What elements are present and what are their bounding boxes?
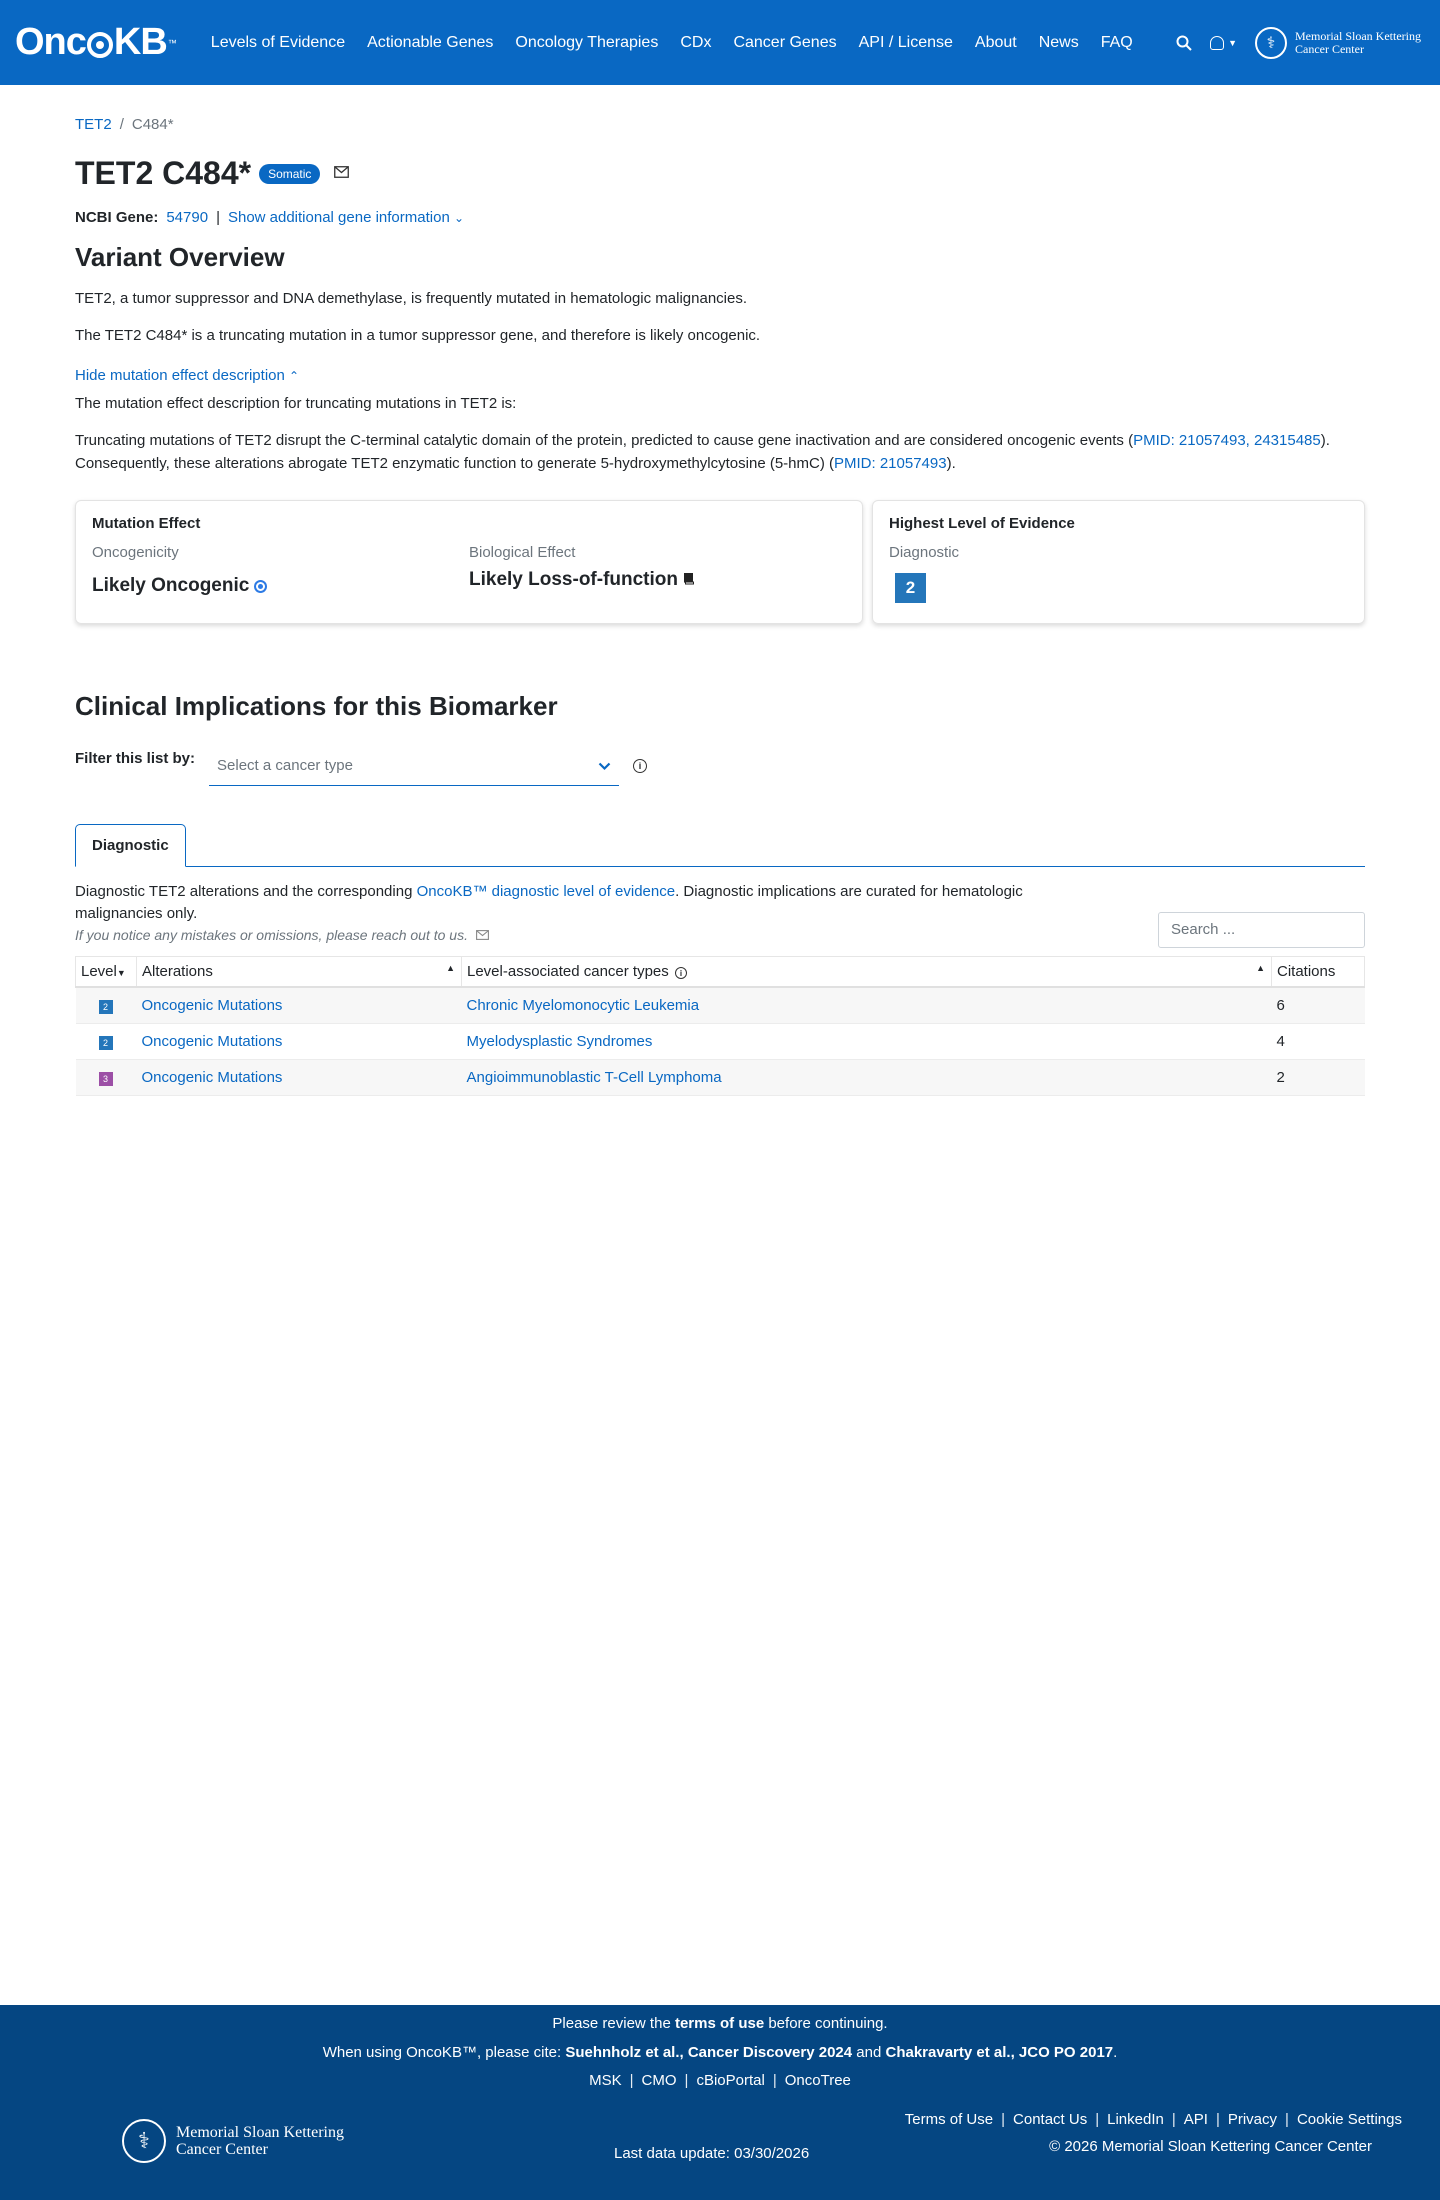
alteration-link[interactable]: Oncogenic Mutations [141, 1068, 283, 1086]
column-citations[interactable] [1272, 956, 1365, 987]
oncogenicity-label: Oncogenicity [92, 544, 179, 561]
table-header-row [76, 956, 1365, 987]
diag-desc-text-a: Diagnostic TET2 alterations and the corresponding [75, 882, 417, 900]
footer-link-cmo[interactable]: CMO [641, 2072, 677, 2089]
nav-cancer-genes[interactable]: Cancer Genes [733, 33, 837, 51]
main-content [0, 116, 1440, 1096]
footer-link-privacy[interactable]: Privacy [1227, 2111, 1278, 2128]
msk-emblem-icon: ⚕ [1255, 27, 1287, 59]
caret-down-icon: ▼ [1228, 37, 1237, 48]
hide-mutation-effect-link[interactable] [75, 367, 299, 384]
header-actions [1176, 27, 1425, 59]
footer-link-contact[interactable]: Contact Us [1013, 2111, 1088, 2128]
footer-legal-links: Terms of Use | Contact Us | LinkedIn | API | Privacy | Cookie Settings [904, 2111, 1402, 2128]
hide-mutation-effect-label: Hide mutation effect description [75, 367, 285, 384]
oncogenicity-text: Likely Oncogenic [92, 575, 250, 596]
nav-levels-of-evidence[interactable]: Levels of Evidence [210, 33, 346, 51]
level-2-icon[interactable]: 2 [99, 1000, 113, 1014]
nav-api-license[interactable]: API / License [858, 33, 953, 51]
filter-row [75, 746, 1365, 786]
cite-paper-1[interactable]: Suehnholz et al., Cancer Discovery 2024 [565, 2044, 853, 2061]
cancer-type-link[interactable]: Myelodysplastic Syndromes [466, 1032, 653, 1050]
footer-link-api[interactable]: API [1183, 2111, 1208, 2128]
biological-effect-text: Likely Loss-of-function [469, 569, 678, 590]
footer-link-linkedin[interactable]: LinkedIn [1107, 2111, 1164, 2128]
footer [0, 2005, 1440, 2200]
column-level-label: Level [81, 962, 117, 980]
mutation-effect-intro: The mutation effect description for truncating mutations in TET2 is: [75, 395, 517, 412]
oncogenicity-value [92, 575, 469, 597]
footer-link-msk[interactable]: MSK [589, 2072, 622, 2089]
cite-text-a: When using OncoKB™, please cite: [322, 2044, 566, 2061]
variant-overview-title: Variant Overview [75, 242, 285, 272]
msk-logo-text: Memorial Sloan Kettering Cancer Center [1295, 28, 1421, 56]
chevron-circle-up-icon: ⌃ [289, 369, 300, 383]
table-search-input[interactable] [1158, 912, 1365, 948]
mail-icon[interactable] [334, 165, 349, 183]
cancer-type-select[interactable] [209, 746, 619, 786]
pmid-link-1[interactable]: PMID: 21057493, 24315485 [1133, 432, 1321, 449]
column-alterations-label: Alterations [142, 962, 213, 980]
citation-notice [0, 2044, 1440, 2061]
table-row [76, 1059, 1365, 1095]
implications-table [75, 956, 1365, 1096]
column-citations-label: Citations [1277, 962, 1336, 980]
alteration-link[interactable]: Oncogenic Mutations [141, 996, 283, 1014]
nav-about[interactable]: About [974, 33, 1017, 51]
chevron-down-icon [598, 758, 611, 774]
info-icon[interactable]: i [633, 759, 647, 773]
breadcrumb-current: C484* [131, 116, 174, 133]
ncbi-gene-link[interactable]: 54790 [166, 209, 209, 226]
nav-oncology-therapies[interactable]: Oncology Therapies [515, 33, 659, 51]
table-row [76, 1023, 1365, 1059]
mutation-effect-card [75, 500, 863, 624]
user-menu-button[interactable] [1210, 36, 1237, 50]
highest-level-card [872, 500, 1365, 624]
diagnostic-level-link[interactable]: OncoKB™ diagnostic level of evidence [416, 882, 676, 900]
somatic-badge: Somatic [259, 164, 320, 184]
top-navbar [0, 0, 1440, 85]
cite-text-mid: and [852, 2044, 886, 2061]
highest-level-category: Diagnostic [889, 544, 960, 561]
oncogenic-icon [254, 580, 267, 593]
footer-msk-text: Memorial Sloan Kettering Cancer Center [176, 2124, 344, 2158]
mutation-effect-description [75, 429, 1365, 475]
title-row [75, 155, 1365, 192]
mutation-desc-text-a: Truncating mutations of TET2 disrupt the C-terminal catalytic domain of the protein, predicted to cause gene inactivation and are considered oncogenic events ( [75, 432, 1134, 449]
info-icon[interactable]: i [675, 967, 687, 979]
column-level[interactable] [76, 956, 137, 987]
nav-cdx[interactable]: CDx [680, 33, 712, 51]
logo-ring-icon [87, 32, 113, 58]
terms-notice [0, 2015, 1440, 2032]
sort-asc-icon: ▲ [1256, 962, 1265, 973]
disclaimer-text: If you notice any mistakes or omissions, please reach out to us. [75, 926, 468, 943]
gene-info-divider: | [216, 209, 220, 226]
clinical-implications-title: Clinical Implications for this Biomarker [75, 691, 558, 721]
mail-icon[interactable] [476, 927, 489, 943]
column-cancer-types-label: Level-associated cancer types [467, 962, 669, 980]
highest-level-badge[interactable]: 2 [895, 573, 926, 603]
footer-link-oncotree[interactable]: OncoTree [784, 2072, 851, 2089]
gene-info-row [75, 209, 1365, 226]
level-3-icon[interactable]: 3 [99, 1072, 113, 1086]
summary-cards [75, 500, 1365, 624]
column-cancer-types[interactable] [462, 956, 1272, 987]
oncokb-logo[interactable]: Onc KB ™ [15, 21, 176, 63]
biological-effect-label: Biological Effect [469, 544, 576, 561]
sort-desc-icon: ▼ [116, 967, 126, 978]
terms-notice-text-a: Please review the [552, 2015, 675, 2032]
breadcrumb-gene-link[interactable]: TET2 [75, 116, 112, 133]
footer-msk-logo[interactable] [122, 2119, 366, 2163]
diagnostic-description [75, 881, 1075, 925]
sort-asc-icon: ▲ [446, 962, 455, 973]
terms-notice-text-b: before continuing. [764, 2015, 888, 2032]
cancer-type-link[interactable]: Chronic Myelomonocytic Leukemia [466, 996, 700, 1014]
msk-emblem-icon: ⚕ [122, 2119, 166, 2163]
terms-of-use-link[interactable]: terms of use [674, 2015, 765, 2032]
footer-right [905, 2111, 1402, 2155]
alteration-link[interactable]: Oncogenic Mutations [141, 1032, 283, 1050]
main-nav [200, 34, 1144, 52]
table-toolbar [75, 921, 1365, 948]
cancer-type-link[interactable]: Angioimmunoblastic T-Cell Lymphoma [466, 1068, 722, 1086]
nav-faq[interactable]: FAQ [1100, 33, 1133, 51]
mutation-desc-text-b: ). Consequently, these alterations abrogate TET2 enzymatic function to generate 5-hydroxymethylcytosine (5-hmC) ( [75, 432, 1330, 472]
biological-effect-value [469, 569, 846, 591]
footer-partner-links: MSK | CMO | cBioPortal | OncoTree [589, 2072, 851, 2089]
breadcrumb-separator: / [119, 116, 124, 133]
copyright: © 2026 Memorial Sloan Kettering Cancer Center [1049, 2138, 1372, 2155]
citations-cell[interactable]: 6 [1272, 987, 1365, 1024]
search-placeholder: Search ... [1171, 921, 1236, 938]
citations-cell[interactable]: 4 [1272, 1023, 1365, 1059]
table-row [76, 987, 1365, 1024]
tab-diagnostic[interactable]: Diagnostic [75, 824, 186, 867]
level-2-icon[interactable]: 2 [99, 1036, 113, 1050]
show-gene-info-link[interactable] [228, 209, 464, 226]
cancer-type-placeholder: Select a cancer type [217, 757, 353, 774]
pmid-link-2[interactable]: PMID: 21057493 [834, 455, 947, 472]
footer-link-cookie-settings[interactable]: Cookie Settings [1296, 2111, 1402, 2128]
diag-desc-text-b: . Diagnostic implications are curated for hematologic malignancies only. [75, 882, 1023, 922]
book-icon[interactable] [683, 572, 695, 588]
search-icon[interactable] [1176, 35, 1192, 51]
filter-label: Filter this list by: [75, 749, 196, 767]
mutation-effect-title: Mutation Effect [92, 515, 201, 532]
user-icon [1210, 36, 1224, 50]
implication-tabs [75, 824, 1365, 867]
cite-paper-2[interactable]: Chakravarty et al., JCO PO 2017 [885, 2044, 1114, 2061]
chevron-circle-down-icon: ⌄ [453, 211, 465, 225]
breadcrumb [75, 116, 1365, 133]
column-alterations[interactable] [137, 956, 462, 987]
ncbi-gene-label: NCBI Gene: [75, 209, 159, 226]
nav-actionable-genes[interactable]: Actionable Genes [367, 33, 494, 51]
footer-link-cbioportal[interactable]: cBioPortal [696, 2072, 765, 2089]
citations-cell[interactable]: 2 [1272, 1059, 1365, 1095]
footer-link-terms[interactable]: Terms of Use [904, 2111, 994, 2128]
mutation-desc-text-c: ). [946, 455, 956, 472]
last-data-update: Last data update: 03/30/2026 [614, 2145, 810, 2162]
show-gene-info-label: Show additional gene information [227, 209, 450, 226]
overview-paragraph-1: TET2, a tumor suppressor and DNA demethylase, is frequently mutated in hematologic malignancies. [75, 290, 747, 307]
msk-logo[interactable] [1255, 27, 1425, 59]
page-title: TET2 C484* [75, 155, 252, 191]
nav-news[interactable]: News [1038, 33, 1079, 51]
overview-paragraph-2: The TET2 C484* is a truncating mutation in a tumor suppressor gene, and therefore is likely oncogenic. [75, 327, 761, 344]
cite-text-end: . [1113, 2044, 1118, 2061]
logo-tm: ™ [167, 37, 176, 48]
highest-level-title: Highest Level of Evidence [889, 515, 1075, 532]
disclaimer [75, 927, 489, 943]
